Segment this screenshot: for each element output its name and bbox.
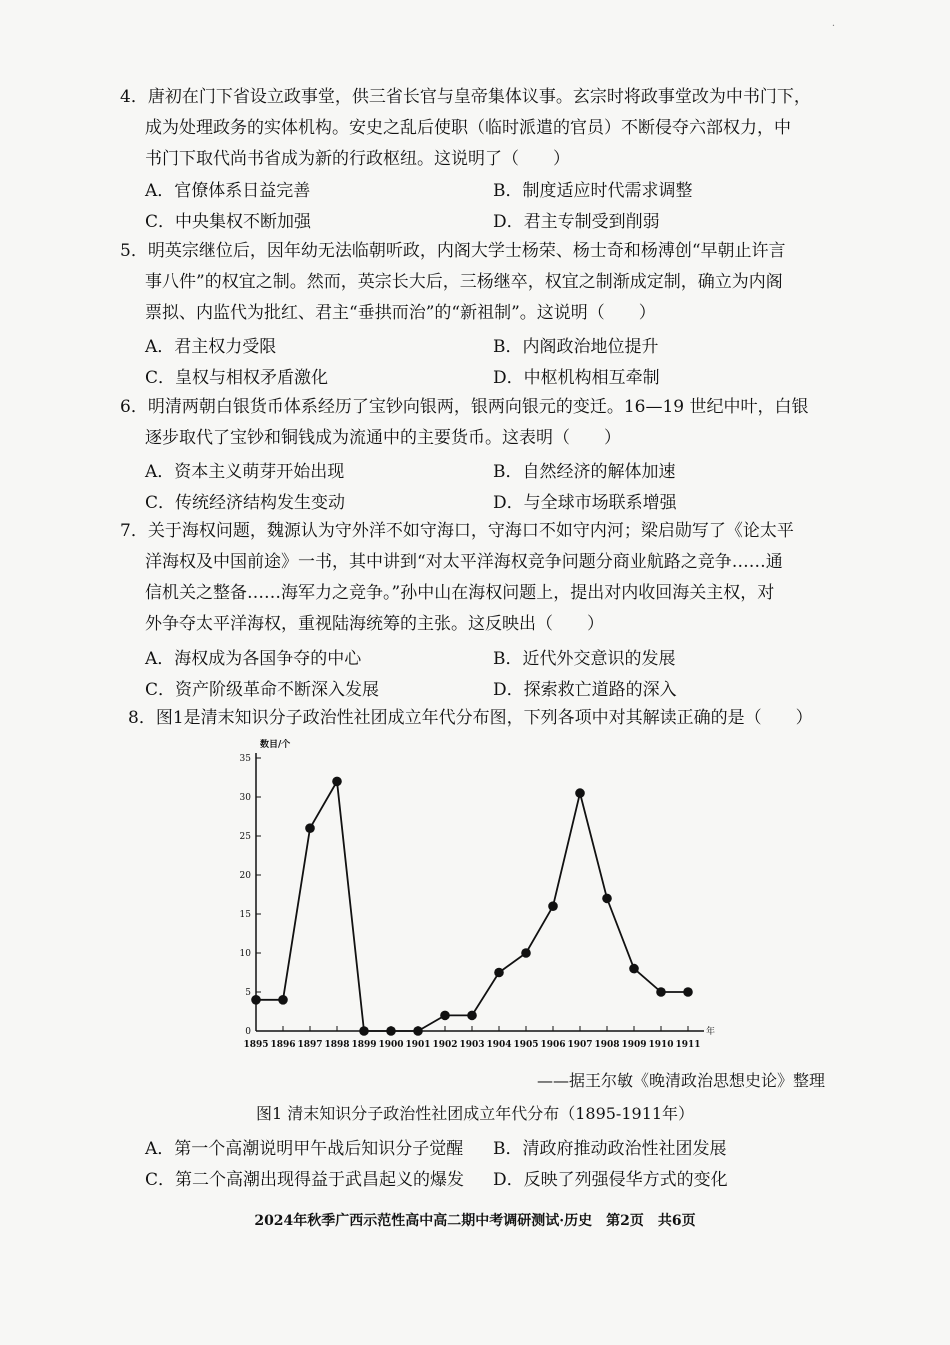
data-point [575, 788, 585, 798]
question-7-line-2: 洋海权及中国前途》一书，其中讲到“对太平洋海权竞争问题分商业航路之竞争……通 [145, 552, 783, 572]
question-6-line-2: 逐步取代了宝钞和铜钱成为流通中的主要货币。这表明（ ） [145, 428, 621, 448]
option-c[interactable]: C．资产阶级革命不断深入发展 [145, 680, 380, 700]
question-6 [120, 392, 830, 454]
x-tick-label: 1901 [405, 1040, 431, 1050]
option-a[interactable]: A．官僚体系日益完善 [145, 181, 311, 201]
question-8 [128, 703, 838, 734]
data-point [359, 1026, 369, 1036]
question-7 [120, 516, 830, 640]
x-tick-label: 1905 [513, 1040, 539, 1050]
question-4 [120, 82, 830, 175]
data-point [683, 987, 693, 997]
option-a[interactable]: A．君主权力受限 [145, 337, 277, 357]
data-point [602, 894, 612, 904]
y-tick-label: 0 [245, 1027, 251, 1037]
question-5 [120, 236, 830, 329]
y-tick-label: 35 [239, 754, 251, 764]
y-tick-label: 25 [239, 832, 251, 842]
question-5-line-1: 5．明英宗继位后，因年幼无法临朝听政，内阁大学士杨荣、杨士奇和杨溥创“早朝止许言 [120, 241, 786, 261]
x-tick-label: 1898 [324, 1040, 350, 1050]
data-point [251, 995, 261, 1005]
question-5-line-2: 事八件”的权宜之制。然而，英宗长大后，三杨继卒，权宜之制渐成定制，确立为内阁 [145, 272, 783, 292]
data-point [305, 823, 315, 833]
corner-mark: . [831, 18, 835, 29]
y-tick-label: 30 [239, 793, 251, 803]
option-b[interactable]: B．自然经济的解体加速 [493, 462, 676, 482]
question-4-line-1: 4．唐初在门下省设立政事堂，供三省长官与皇帝集体议事。玄宗时将政事堂改为中书门下， [120, 87, 811, 107]
option-a[interactable]: A．资本主义萌芽开始出现 [145, 462, 345, 482]
y-tick-label: 10 [239, 949, 251, 959]
y-tick-label: 20 [239, 871, 251, 881]
x-tick-label: 1902 [432, 1040, 458, 1050]
question-7-line-1: 7．关于海权问题，魏源认为守外洋不如守海口，守海口不如守内河；梁启勋写了《论太平 [120, 521, 794, 541]
data-point [278, 995, 288, 1005]
option-b[interactable]: B．内阁政治地位提升 [493, 337, 659, 357]
data-point [521, 948, 531, 958]
y-tick-label: 15 [239, 910, 251, 920]
data-point [656, 987, 666, 997]
question-7-line-3: 信机关之整备……海军力之竞争。”孙中山在海权问题上，提出对内收回海关主权，对 [145, 583, 775, 603]
data-point [440, 1011, 450, 1021]
option-c[interactable]: C．传统经济结构发生变动 [145, 493, 346, 513]
option-b[interactable]: B．清政府推动政治性社团发展 [493, 1139, 727, 1159]
option-b[interactable]: B．制度适应时代需求调整 [493, 181, 693, 201]
data-point [467, 1011, 477, 1021]
option-d[interactable]: D．探索救亡道路的深入 [493, 680, 677, 700]
y-tick-label: 5 [245, 988, 251, 998]
option-a[interactable]: A．第一个高潮说明甲午战后知识分子觉醒 [145, 1139, 464, 1159]
x-tick-label: 1909 [621, 1040, 647, 1050]
data-point [494, 968, 504, 978]
option-d[interactable]: D．反映了列强侵华方式的变化 [493, 1170, 728, 1190]
question-8-line-1: 8．图1是清末知识分子政治性社团成立年代分布图，下列各项中对其解读正确的是（ ） [128, 708, 813, 728]
option-c[interactable]: C．中央集权不断加强 [145, 212, 312, 232]
figure-1-chart [230, 733, 720, 1058]
x-tick-label: 1899 [351, 1040, 377, 1050]
x-tick-label: 1904 [486, 1040, 512, 1050]
x-tick-label: 1908 [594, 1040, 620, 1050]
x-tick-label: 1903 [459, 1040, 485, 1050]
x-tick-label: 1900 [378, 1040, 404, 1050]
data-point [332, 777, 342, 787]
option-a[interactable]: A．海权成为各国争夺的中心 [145, 649, 362, 669]
data-point [386, 1026, 396, 1036]
data-point [629, 964, 639, 974]
question-7-line-4: 外争夺太平洋海权，重视陆海统筹的主张。这反映出（ ） [145, 614, 604, 634]
figure-source: ——据王尔敏《晚清政治思想史论》整理 [536, 1071, 825, 1090]
x-axis-label: 年 [706, 1027, 716, 1037]
data-point [548, 901, 558, 911]
question-6-line-1: 6．明清两朝白银货币体系经历了宝钞向银两，银两向银元的变迁。16—19 世纪中叶，白银 [120, 397, 809, 417]
option-c[interactable]: C．第二个高潮出现得益于武昌起义的爆发 [145, 1170, 465, 1190]
question-4-line-2: 成为处理政务的实体机构。安史之乱后使职（临时派遣的官员）不断侵夺六部权力，中 [145, 118, 791, 138]
x-tick-label: 1896 [270, 1040, 296, 1050]
question-5-line-3: 票拟、内监代为批红、君主“垂拱而治”的“新祖制”。这说明（ ） [145, 303, 656, 323]
option-c[interactable]: C．皇权与相权矛盾激化 [145, 368, 329, 388]
x-tick-label: 1911 [675, 1040, 701, 1050]
y-axis-label: 数目/个 [260, 740, 291, 750]
figure-caption: 图1 清末知识分子政治性社团成立年代分布（1895-1911年） [255, 1104, 695, 1123]
x-tick-label: 1897 [297, 1040, 323, 1050]
x-tick-label: 1910 [648, 1040, 674, 1050]
series-line [256, 781, 688, 1031]
question-4-line-3: 书门下取代尚书省成为新的行政枢纽。这说明了（ ） [145, 149, 570, 169]
option-d[interactable]: D．与全球市场联系增强 [493, 493, 677, 513]
option-b[interactable]: B．近代外交意识的发展 [493, 649, 676, 669]
option-d[interactable]: D．中枢机构相互牵制 [493, 368, 660, 388]
data-point [413, 1026, 423, 1036]
x-tick-label: 1907 [567, 1040, 593, 1050]
line-chart-svg [230, 733, 720, 1058]
x-tick-label: 1895 [243, 1040, 269, 1050]
page-footer: 2024年秋季广西示范性高中高二期中考调研测试·历史 第2页 共6页 [254, 1213, 696, 1229]
x-tick-label: 1906 [540, 1040, 566, 1050]
option-d[interactable]: D．君主专制受到削弱 [493, 212, 660, 232]
